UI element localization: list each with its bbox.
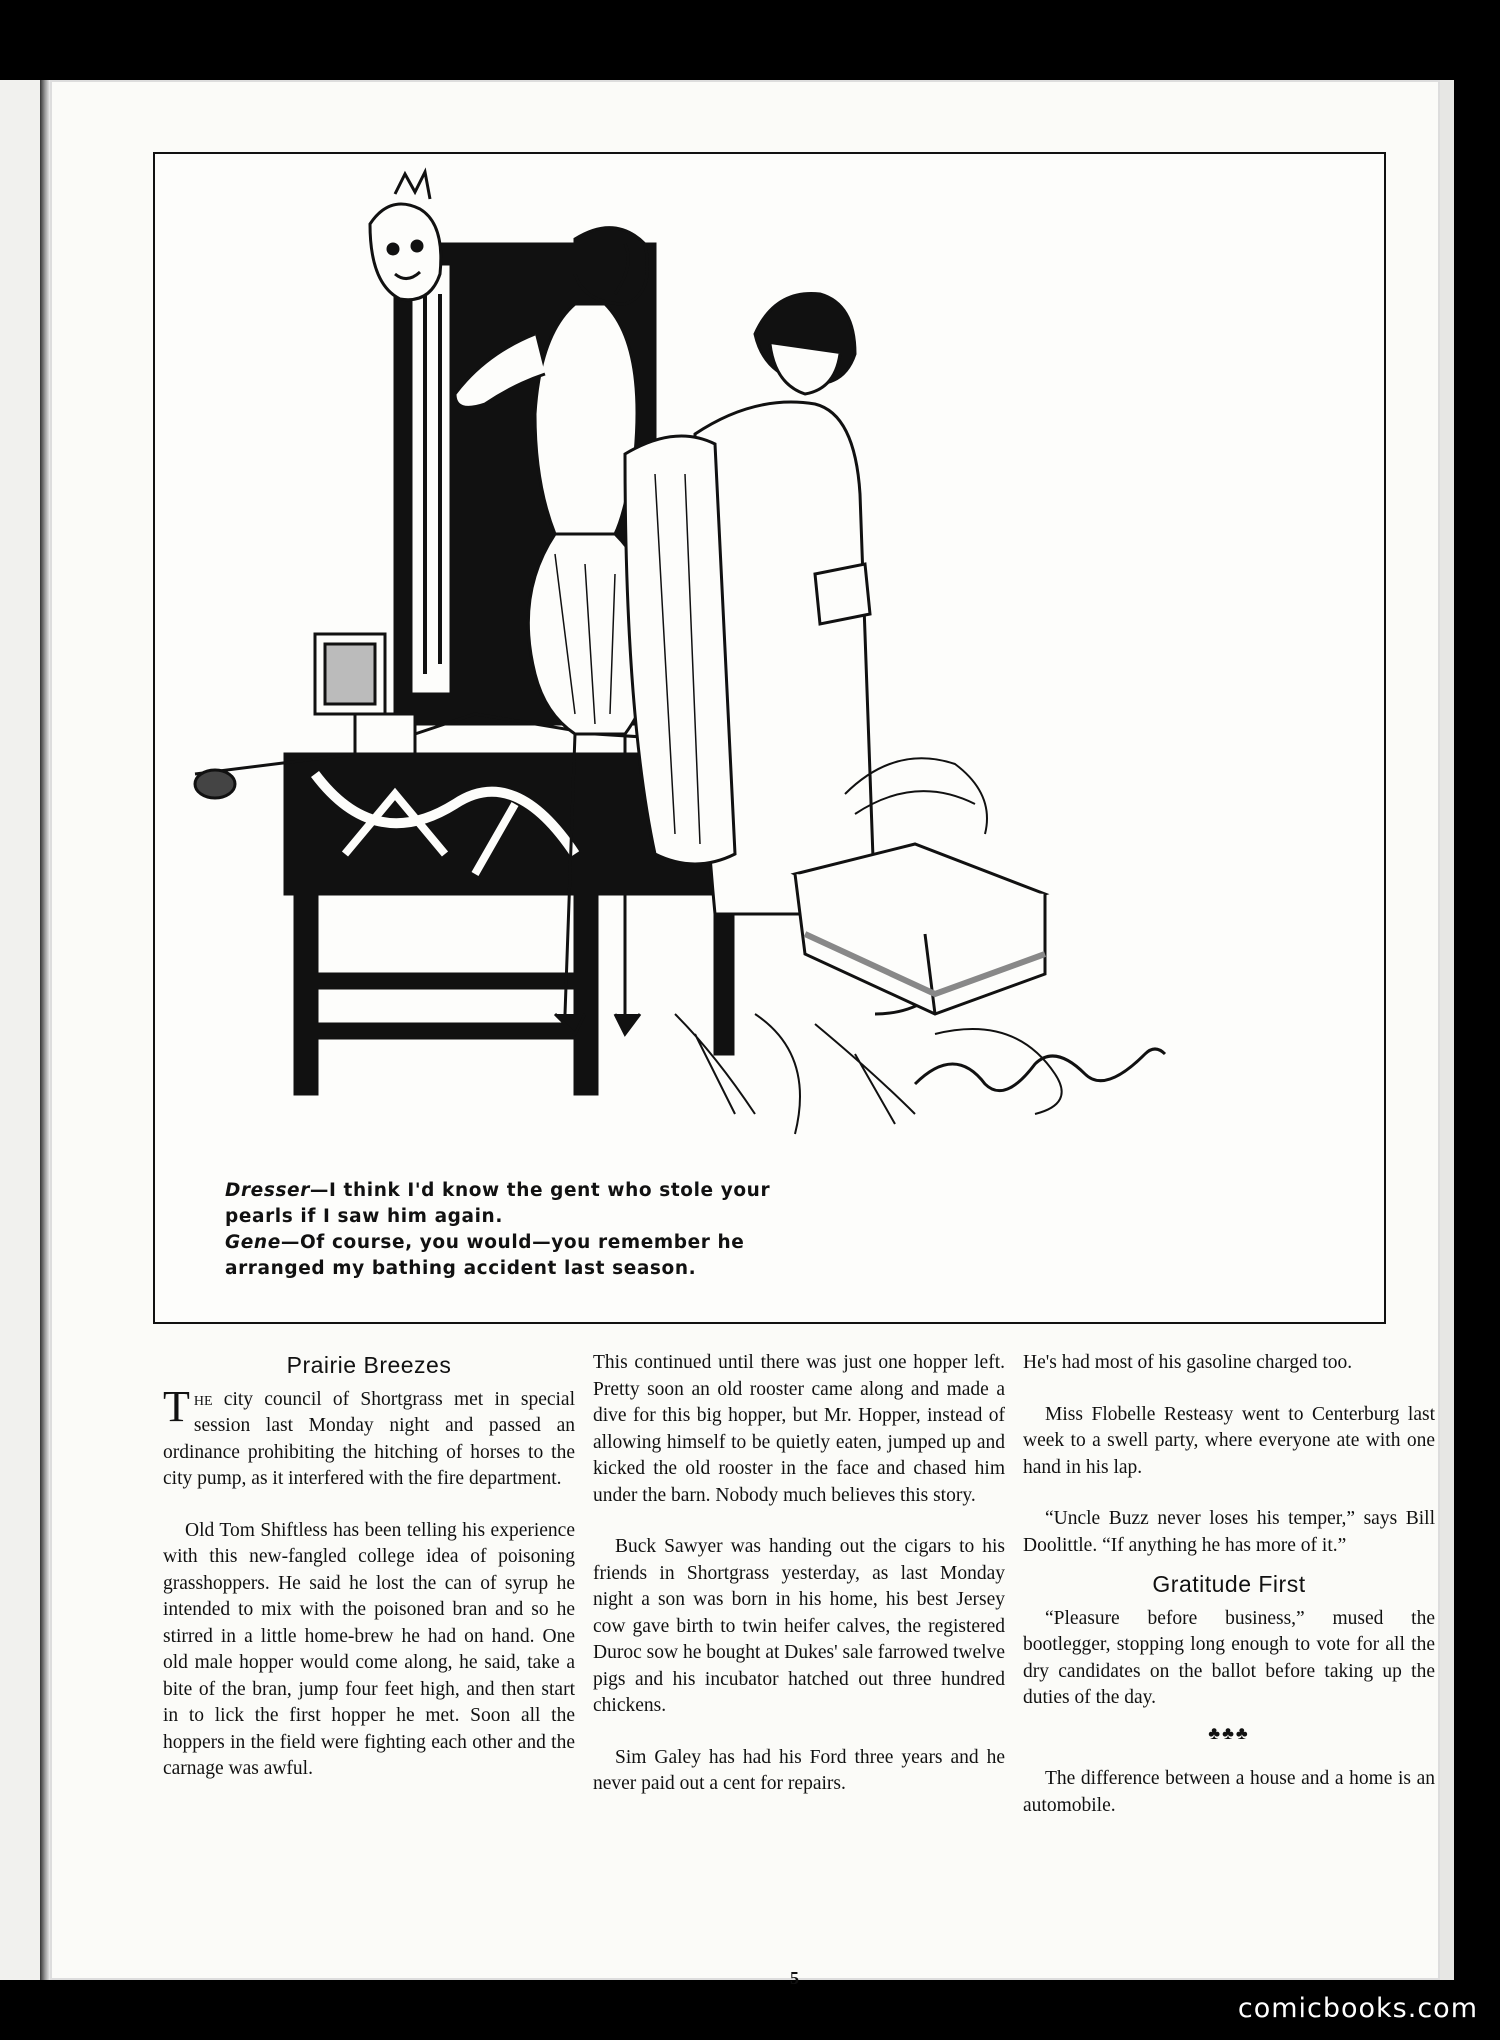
facing-page-edge: [0, 80, 40, 1980]
hat-box: [795, 844, 1045, 1014]
paragraph-house-home: The difference between a house and a home is an automobile.: [1023, 1768, 1435, 1816]
small-caps-word: he: [193, 1388, 213, 1410]
text-column-3: [1023, 1350, 1435, 1844]
paragraph-sim-galey: Sim Galey has had his Ford three years and he never paid out a cent for repairs.: [593, 1746, 1005, 1794]
caption-line-gene: [203, 1230, 803, 1282]
section-heading-prairie-breezes: Prairie Breezes: [286, 1352, 452, 1378]
site-watermark: comicbooks.com: [1237, 1993, 1478, 2024]
page-number: 5: [790, 1968, 799, 1988]
paragraph-bootlegger: “Pleasure before business,” mused the bootlegger, stopping long enough to vote for all the dry candidates on the ballot before taking up the duties of the day.: [1023, 1607, 1435, 1708]
magazine-page: [50, 80, 1440, 1988]
mask-ornament: [370, 172, 441, 300]
speaker-dresser: Dresser: [225, 1180, 310, 1201]
dialogue-dresser: —I think I'd know the gent who stole your pearls if I saw him again.: [225, 1180, 771, 1227]
paragraph-buck-sawyer: Buck Sawyer was handing out the cigars to his friends in Shortgrass yesterday, as last Monday night a son was born in his home, his best Jersey cow gave birth to twin heifer calves, the registered Duroc sow he bought at Dukes' sale farrowed twelve pigs and his incubator hatched out three hundred chickens.: [593, 1536, 1005, 1716]
paragraph-tom-shiftless: Old Tom Shiftless has been telling his experience with this new-fangled college idea of poisoning grasshoppers. He said he lost the can of syrup he intended to mix with the poisoned bran and so he stirred in a little home-brew he had on hand. One old male hopper would come along, he said, take a bite of the bran, jump four feet high, and then start in to lick the first hopper he met. Soon all the hoppers in the field were fighting each other and the carnage was awful.: [163, 1519, 575, 1779]
paragraph-uncle-buzz: “Uncle Buzz never loses his temper,” says Bill Doolittle. “If anything he has more of it.”: [1023, 1508, 1435, 1556]
paragraph-hopper: This continued until there was just one hopper left. Pretty soon an old rooster came along and made a dive for this big hopper, but Mr. Hopper, instead of allowing himself to be quietly eaten, jumped up and kicked the old rooster in the face and chased him under the barn. Nobody much believes this story.: [593, 1352, 1005, 1506]
speaker-gene: Gene: [225, 1232, 281, 1253]
dialogue-gene: —Of course, you would—you remember he arranged my bathing accident last season.: [225, 1232, 745, 1279]
paragraph-city-council: [163, 1381, 575, 1493]
page-stack-edge: [1440, 80, 1454, 1980]
caption-line-dresser: [203, 1178, 803, 1230]
paragraph-text: city council of Shortgrass met in special session last Monday night and passed an ordinance prohibiting the hitching of horses to the city pump, as it interfered with the fire department.: [163, 1388, 575, 1489]
drop-cap: T: [163, 1381, 190, 1431]
text-column-1: [163, 1350, 575, 1808]
cartoon-illustration: [155, 154, 1384, 1322]
paragraph-gasoline: He's had most of his gasoline charged too.: [1023, 1352, 1353, 1373]
book-gutter: [40, 80, 50, 1980]
cartoon-frame: [153, 152, 1386, 1324]
section-heading-gratitude-first: Gratitude First: [1152, 1571, 1306, 1597]
paragraph-flobelle: Miss Flobelle Resteasy went to Centerburg last week to a swell party, where everyone ate with one hand in his lap.: [1023, 1403, 1435, 1478]
section-divider-ornament: ♣♣♣: [1208, 1722, 1250, 1743]
cartoon-caption: [203, 1178, 803, 1282]
text-column-2: [593, 1350, 1005, 1823]
